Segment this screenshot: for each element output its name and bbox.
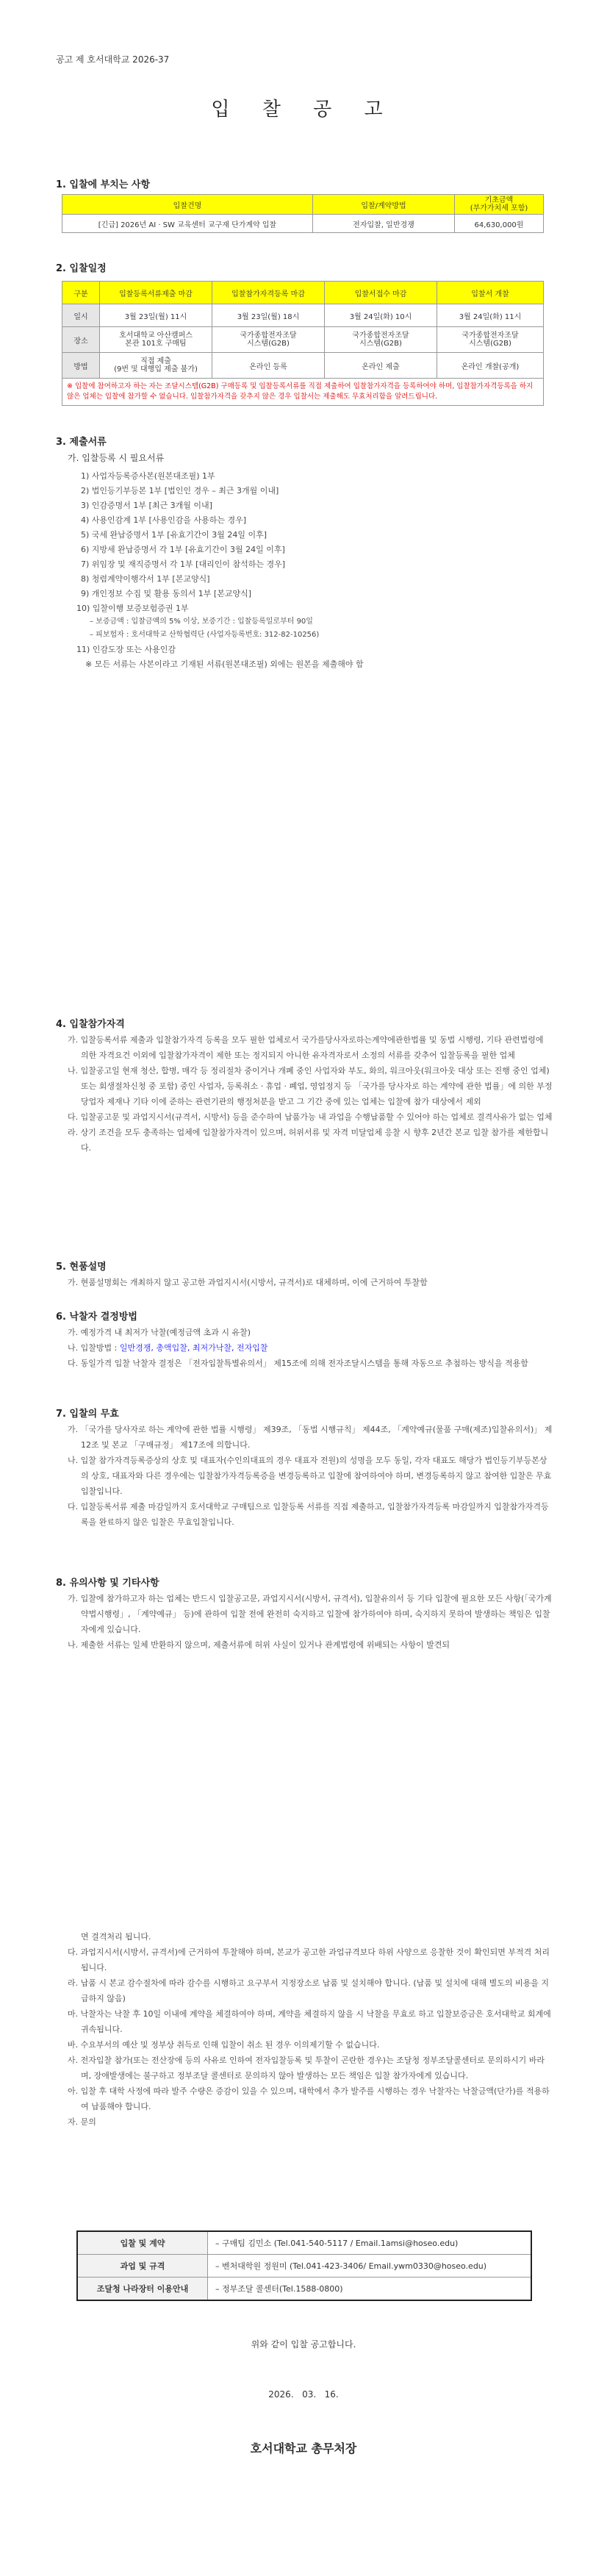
schedule-cell: 3월 23일(월) 18시 — [212, 304, 325, 327]
qualification-item: 다. 입찰공고문 및 과업지시서(규격서, 시방서) 등을 준수하여 납품가능 내 과업을 수행납품할 수 있어야 하는 업체로 결격사유가 없는 업체 — [68, 1112, 553, 1122]
header-item-name: 입찰건명 — [62, 195, 313, 215]
issuing-organization: 호서대학교 총무처장 — [250, 2441, 357, 2455]
section-4-body — [68, 1032, 553, 1156]
briefing-item: 가. 현품설명회는 개최하지 않고 공고한 과업지시서(시방서, 규격서)로 대체하며, 이에 근거하여 투찰함 — [68, 1278, 428, 1287]
caution-item: 가. 입찰에 참가하고자 하는 업체는 반드시 입찰공고문, 과업지시서(시방서, 규격서), 입찰유의서 등 기타 입찰에 필요한 모든 사항(「국가계약법시행령」, 「계약예규」 등)에 관하여 입찰 전에 완전히 숙지하고 입찰에 참가하여야 하며, 숙지하지 못하여 발생하는 책임은 입찰자에게 있습니다. — [68, 1594, 552, 1634]
schedule-cell: 국가종합전자조달 시스템(G2B) — [212, 327, 325, 353]
cell-base-price: 64,630,000원 — [455, 215, 544, 233]
qualification-item: 가. 입찰등록서류 제출과 입찰참가자격 등록을 모두 필한 업체로서 국가를당사자로하는계약에관한법률 및 동법 시행령, 기타 관련법령에 의한 자격요건 이외에 입찰참가자격이 제한 또는 정지되지 아니한 유자격자로서 소정의 서류를 갖추어 입찰등록을 필한 업체 — [68, 1035, 544, 1060]
caution-item: 마. 낙찰자는 낙찰 후 10일 이내에 계약을 체결하여야 하며, 계약을 체결하지 않을 시 낙찰을 무효로 하고 입찰보증금은 호서대학교 회계에 귀속됩니다. — [68, 2009, 551, 2034]
schedule-cell: 온라인 등록 — [212, 353, 325, 379]
schedule-cell: 3월 24일(화) 10시 — [325, 304, 437, 327]
section-1-heading: 1. 입찰에 부치는 사항 — [56, 179, 151, 190]
schedule-header-3: 입찰서접수 마감 — [325, 282, 437, 304]
award-item: 가. 예정가격 내 최저가 낙찰(예정금액 초과 시 유찰) — [68, 1328, 251, 1337]
caution-item: 면 결격처리 됩니다. — [81, 1932, 151, 1942]
doc-item: 1) 사업자등록증사본(원본대조필) 1부 — [81, 471, 215, 481]
award-item: 다. 동일가격 입찰 낙찰자 결정은 「전자입찰특별유의서」 제15조에 의해 전자조달시스템을 통해 자동으로 추첨하는 방식을 적용함 — [68, 1359, 528, 1368]
cell-contract-method: 전자입찰, 일반경쟁 — [313, 215, 455, 233]
schedule-note: ※ 입찰에 참여하고자 하는 자는 조달시스템(G2B) 구매등록 및 입찰등록서류를 직접 제출하여 입찰참가자격을 등록하여야 하며, 입찰참가자격등록을 하지 않은 업체는 입찰에 참가할 수 없습니다. 입찰참가자격을 갖추지 않은 경우 입찰서는 제출해도 무효처리함을 알려드립니다. — [62, 379, 544, 406]
cell-item-name: [긴급] 2026년 AI · SW 교육센터 교구재 단가계약 입찰 — [62, 215, 313, 233]
award-method-value: 일반경쟁, 총액입찰, 최저가낙찰, 전자입찰 — [119, 1343, 268, 1353]
caution-item: 라. 납품 시 본교 감수절차에 따라 감수를 시행하고 요구부서 지정장소로 납품 및 설치해야 합니다. (납품 및 설치에 대해 별도의 비용을 지급하지 않음) — [68, 1978, 550, 2003]
award-method-label: 나. 입찰방법 : — [68, 1343, 118, 1353]
closing-text: 위와 같이 입찰 공고합니다. — [251, 2339, 356, 2350]
contact-value: – 벤처대학원 정원미 (Tel.041-423-3406/ Email.ywm0330@hoseo.edu) — [208, 2255, 532, 2278]
schedule-cell: 3월 24일(화) 11시 — [437, 304, 544, 327]
schedule-cell: 국가종합전자조달 시스템(G2B) — [437, 327, 544, 353]
schedule-row-1-label: 장소 — [62, 327, 100, 353]
caution-item: 사. 전자입찰 참가(또는 전산장애 등의 사유로 인하여 전자입찰등록 및 투찰이 곤란한 경우)는 조달청 정부조달콜센터로 문의하시기 바라며, 장애발생에는 불구하고 정부조달 콜센터로 문의하지 않아 발생하는 모든 책임은 입찰 참가자에게 있습니다. — [68, 2056, 545, 2081]
caution-item: 나. 제출한 서류는 일체 반환하지 않으며, 제출서류에 허위 사실이 있거나 관계법령에 위배되는 사항이 발견되 — [68, 1640, 450, 1650]
doc-item: 5) 국세 완납증명서 1부 [유효기간이 3월 24일 이후] — [81, 530, 267, 540]
section-5-heading: 5. 현품설명 — [56, 1262, 107, 1273]
contact-value: – 구매팀 김민소 (Tel.041-540-5117 / Email.1amsi@hoseo.edu) — [208, 2231, 532, 2255]
doc-item: 9) 개인정보 수집 및 활용 동의서 1부 [본교양식] — [81, 589, 251, 598]
section-6-heading: 6. 낙찰자 결정방법 — [56, 1312, 137, 1323]
schedule-row-2-label: 방법 — [62, 353, 100, 379]
schedule-cell: 온라인 개찰(공개) — [437, 353, 544, 379]
caution-item: 다. 과업지시서(시방서, 규격서)에 근거하여 투찰해야 하며, 본교가 공고한 과업규격보다 하위 사양으로 응찰한 것이 확인되면 부적격 처리 됩니다. — [68, 1947, 550, 1972]
doc-item: 6) 지방세 완납증명서 각 1부 [유효기간이 3월 24일 이후] — [81, 545, 285, 554]
contact-table — [76, 2230, 532, 2301]
doc-item: 10) 입찰이행 보증보험증권 1부 — [76, 604, 189, 613]
notice-number: 공고 제 호서대학교 2026-37 — [56, 54, 170, 65]
doc-item: 3) 인감증명서 1부 [최근 3개월 이내] — [81, 501, 212, 510]
qualification-item: 나. 입찰공고일 현재 청산, 합병, 매각 등 정리절차 중이거나 개폐 중인 사업자와 부도, 화의, 워크아웃(워크아웃 대상 또는 진행 중인 업체) 또는 회생절차신청 중 포함) 중인 사업자, 등록취소 · 휴업 · 폐업, 영업정지 등 「국가를 당사자로 하는 계약에 관한 법률」에 의한 부정당업자 제재나 기타 이에 준하는 관련기관의 행정처분을 받고 그 기간 중에 있는 업체는 입찰에 참가 대상에서 제외 — [68, 1066, 553, 1106]
invalid-item: 가. 「국가를 당사자로 하는 계약에 관한 법률 시행령」 제39조, 「동법 시행규칙」 제44조, 「계약예규(물품 구매(제조)입찰유의서)」 제12조 및 본교 「구매규정」 제17조에 의합니다. — [68, 1425, 553, 1450]
section-3-sub: 가. 입찰등록 시 필요서류 — [68, 453, 165, 463]
doc-item: 11) 인감도장 또는 사용인감 — [76, 645, 176, 654]
invalid-item: 나. 입찰 참가자격등록증상의 상호 및 대표자(수인의대표의 경우 대표자 전원)의 성명을 모두 동일, 각자 대표도 해당가 법인등기부등본상의 상호, 대표자와 다른 경우에는 입찰참가자격등록증을 변경등록하고 입찰에 참여하여야 하며, 변경등록하지 않고 참여한 입찰은 무효입찰입니다. — [68, 1456, 552, 1496]
section-8-heading: 8. 유의사항 및 기타사항 — [56, 1578, 159, 1589]
doc-subitem: – 보증금액 : 입찰금액의 5% 이상, 보증기간 : 입찰등록일로부터 90일 — [90, 618, 313, 626]
section-4-heading: 4. 입찰참가자격 — [56, 1019, 125, 1030]
schedule-cell: 호서대학교 아산캠퍼스 본관 101호 구매팀 — [100, 327, 212, 353]
schedule-header-1: 입찰등록서류제출 마감 — [100, 282, 212, 304]
schedule-header-4: 입찰서 개찰 — [437, 282, 544, 304]
schedule-header-0: 구분 — [62, 282, 100, 304]
schedule-cell: 3월 23일(월) 11시 — [100, 304, 212, 327]
caution-item: 자. 문의 — [68, 2117, 96, 2127]
schedule-header-2: 입찰참가자격등록 마감 — [212, 282, 325, 304]
schedule-row-0-label: 일시 — [62, 304, 100, 327]
doc-item: 7) 위임장 및 재직증명서 각 1부 [대리인이 참석하는 경우] — [81, 559, 285, 569]
header-base-price: 기초금액 (부가가치세 포함) — [455, 195, 544, 215]
doc-note: ※ 모든 서류는 사본이라고 기재된 서류(원본대조필) 외에는 원본을 제출해야 함 — [85, 659, 364, 669]
schedule-cell: 국가종합전자조달 시스템(G2B) — [325, 327, 437, 353]
qualification-item: 라. 상기 조건을 모두 충족하는 업체에 입찰참가자격이 있으며, 허위서류 및 자격 미달업체 응찰 시 향후 2년간 본교 입찰 참가를 제한합니다. — [68, 1128, 549, 1153]
caution-item: 바. 수요부서의 예산 및 정부상 취득로 인해 입찰이 취소 된 경우 이의제기할 수 없습니다. — [68, 2040, 380, 2050]
section-8-body-a — [68, 1591, 553, 1653]
contact-value: – 정부조달 콜센터(Tel.1588-0800) — [208, 2278, 532, 2301]
schedule-cell: 온라인 제출 — [325, 353, 437, 379]
section-2-heading: 2. 입찰일정 — [56, 263, 107, 274]
schedule-cell: 직접 제출 (9번 및 대행입 제출 불가) — [100, 353, 212, 379]
notice-date: 2026. 03. 16. — [268, 2389, 339, 2400]
contact-label: 조달청 나라장터 이용안내 — [77, 2278, 208, 2301]
doc-subitem: – 피보험자 : 호서대학교 산학협력단 (사업자등록번호: 312-82-10256) — [90, 631, 320, 639]
invalid-item: 다. 입찰등록서류 제출 마감일까지 호서대학교 구매팀으로 입찰등록 서류를 직접 제출하고, 입찰참가자격등록 마감일까지 입찰참가자격등록을 완료하지 않은 입찰은 무효입찰입니다. — [68, 1502, 549, 1527]
section-3-heading: 3. 제출서류 — [56, 437, 107, 448]
doc-item: 4) 사용인감계 1부 [사용인감을 사용하는 경우] — [81, 515, 246, 525]
page-title: 입 찰 공 고 — [211, 99, 396, 121]
section-8-body-b — [68, 1929, 553, 2130]
section-7-heading: 7. 입찰의 무효 — [56, 1409, 119, 1420]
contact-label: 과업 및 규격 — [77, 2255, 208, 2278]
section-5-body — [68, 1275, 553, 1290]
contact-label: 입찰 및 계약 — [77, 2231, 208, 2255]
doc-item: 2) 법인등기부등본 1부 [법인인 경우 – 최근 3개월 이내] — [81, 486, 279, 495]
award-item — [68, 1340, 553, 1356]
schedule-table — [62, 281, 544, 406]
doc-item: 8) 청렴계약이행각서 1부 [본교양식] — [81, 574, 210, 584]
section-7-body — [68, 1422, 553, 1530]
caution-item: 아. 입찰 후 대학 사정에 따라 발주 수량은 증감이 있을 수 있으며, 대학에서 추가 발주를 시행하는 경우 낙찰자는 낙찰금액(단가)를 적용하여 납품해야 합니다. — [68, 2086, 550, 2111]
header-contract-method: 입찰/계약방법 — [313, 195, 455, 215]
section-6-body — [68, 1325, 553, 1371]
bid-item-table — [62, 194, 544, 233]
